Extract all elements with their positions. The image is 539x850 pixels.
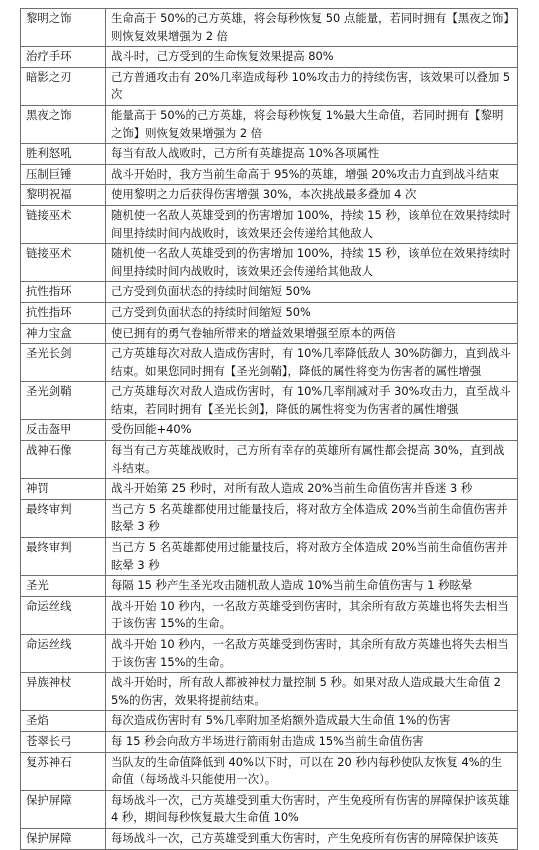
- table-row: [21, 185, 518, 206]
- item-effect-cell: 战斗开始时，所有敌人都被神杖力量控制 5 秒。如果对敌人造成最大生命值 25%的伤害，效果将提前结束。: [106, 673, 518, 711]
- item-effect-cell: 随机使一名敌人英雄受到的伤害增加 100%，持续 15 秒，该单位在效果持续时间里持续时间内战败时，该效果还会传递给其他敌人: [106, 205, 518, 243]
- item-effect-cell: 己方受到负面状态的持续时间缩短 50%: [106, 282, 518, 303]
- item-name-cell: 抗性指环: [21, 302, 106, 323]
- table-row: [21, 67, 518, 105]
- item-name-cell: 复苏神石: [21, 752, 106, 790]
- item-name-cell: 战神石像: [21, 441, 106, 479]
- table-row: [21, 282, 518, 303]
- item-effect-cell: 己方英雄每次对敌人造成伤害时，有 10%几率削减对手 30%攻击力，直至战斗结束，若同时拥有【圣光长剑】，降低的属性将变为伤害者的属性增强: [106, 382, 518, 420]
- item-effect-cell: 己方英雄每次对敌人造成伤害时，有 10%几率降低敌人 30%防御力，直到战斗结束。如果您同时拥有【圣光剑鞘】，降低的属性将变为伤害者的属性增强: [106, 344, 518, 382]
- table-row: [21, 105, 518, 143]
- item-effect-cell: 受伤回能+40%: [106, 420, 518, 441]
- table-row: [21, 673, 518, 711]
- table-row: [21, 479, 518, 500]
- item-name-cell: 苍翠长弓: [21, 731, 106, 752]
- table-row: [21, 499, 518, 537]
- item-effect-cell: 每当有己方英雄战败时，己方所有幸存的英雄所有属性都会提高 30%，直到战斗结束。: [106, 441, 518, 479]
- item-effect-cell: 战斗开始第 25 秒时，对所有敌人造成 20%当前生命值伤害并昏迷 3 秒: [106, 479, 518, 500]
- item-name-cell: 圣焰: [21, 711, 106, 732]
- table-row: [21, 441, 518, 479]
- item-effect-cell: 当己方 5 名英雄都使用过能量技后，将对敌方全体造成 20%当前生命值伤害并眩晕 3 秒: [106, 499, 518, 537]
- item-effect-cell: 战斗开始 10 秒内，一名敌方英雄受到伤害时，其余所有敌方英雄也将失去相当于该伤害 15%的生命。: [106, 596, 518, 634]
- table-row: [21, 576, 518, 597]
- table-row: [21, 47, 518, 68]
- item-name-cell: 最终审判: [21, 499, 106, 537]
- table-row: [21, 711, 518, 732]
- table-row: [21, 382, 518, 420]
- table-row: [21, 635, 518, 673]
- item-name-cell: 暗影之刃: [21, 67, 106, 105]
- table-row: [21, 302, 518, 323]
- table-row: [21, 752, 518, 790]
- item-name-cell: 压制巨锤: [21, 164, 106, 185]
- table-row: [21, 164, 518, 185]
- item-effects-table: [20, 8, 518, 850]
- table-row: [21, 538, 518, 576]
- item-name-cell: 反击盔甲: [21, 420, 106, 441]
- table-row: [21, 244, 518, 282]
- item-effect-cell: 战斗开始 10 秒内，一名敌方英雄受到伤害时，其余所有敌方英雄也将失去相当于该伤害 15%的生命。: [106, 635, 518, 673]
- item-effect-cell: 战斗时，己方受到的生命恢复效果提高 80%: [106, 47, 518, 68]
- item-name-cell: 黎明祝福: [21, 185, 106, 206]
- item-name-cell: 圣光长剑: [21, 344, 106, 382]
- item-effect-cell: 当己方 5 名英雄都使用过能量技后，将对敌方全体造成 20%当前生命值伤害并眩晕 3 秒: [106, 538, 518, 576]
- item-effect-cell: 每场战斗一次，己方英雄受到重大伤害时，产生免疫所有伤害的屏障保护该英: [106, 828, 518, 849]
- document-page: [20, 8, 518, 850]
- item-name-cell: 命运丝线: [21, 635, 106, 673]
- table-row: [21, 323, 518, 344]
- item-name-cell: 圣光剑鞘: [21, 382, 106, 420]
- item-effect-cell: 己方受到负面状态的持续时间缩短 50%: [106, 302, 518, 323]
- item-effect-cell: 己方普通攻击有 20%几率造成每秒 10%攻击力的持续伤害，该效果可以叠加 5 次: [106, 67, 518, 105]
- item-name-cell: 最终审判: [21, 538, 106, 576]
- item-name-cell: 命运丝线: [21, 596, 106, 634]
- item-name-cell: 黑夜之饰: [21, 105, 106, 143]
- table-row: [21, 344, 518, 382]
- item-effect-cell: 每当有敌人战败时，己方所有英雄提高 10%各项属性: [106, 144, 518, 165]
- item-name-cell: 链接巫术: [21, 244, 106, 282]
- item-effect-cell: 随机使一名敌人英雄受到的伤害增加 100%，持续 15 秒，该单位在效果持续时间里持续时间内战败时，该效果还会传递给其他敌人: [106, 244, 518, 282]
- item-effect-cell: 使用黎明之力后获得伤害增强 30%，本次挑战最多叠加 4 次: [106, 185, 518, 206]
- item-effect-cell: 当队友的生命值降低到 40%以下时，可以在 20 秒内每秒使队友恢复 4%的生命值（每场战斗只能使用一次）。: [106, 752, 518, 790]
- table-row: [21, 144, 518, 165]
- item-effect-cell: 能量高于 50%的己方英雄，将会每秒恢复 1%最大生命值，若同时拥有【黎明之饰】则恢复效果增强为 2 倍: [106, 105, 518, 143]
- item-name-cell: 神力宝盒: [21, 323, 106, 344]
- item-name-cell: 异族神杖: [21, 673, 106, 711]
- item-name-cell: 圣光: [21, 576, 106, 597]
- table-row: [21, 596, 518, 634]
- item-name-cell: 保护屏障: [21, 828, 106, 849]
- item-name-cell: 胜利怒吼: [21, 144, 106, 165]
- item-effect-cell: 战斗开始时，我方当前生命高于 95%的英雄，增强 20%攻击力直到战斗结束: [106, 164, 518, 185]
- item-name-cell: 黎明之饰: [21, 9, 106, 47]
- item-name-cell: 抗性指环: [21, 282, 106, 303]
- item-name-cell: 神罚: [21, 479, 106, 500]
- item-effect-cell: 每次造成伤害时有 5%几率附加圣焰额外造成最大生命值 1%的伤害: [106, 711, 518, 732]
- item-effect-cell: 每隔 15 秒产生圣光攻击随机敌人造成 10%当前生命值伤害与 1 秒眩晕: [106, 576, 518, 597]
- table-row: [21, 205, 518, 243]
- item-name-cell: 治疗手环: [21, 47, 106, 68]
- table-row: [21, 731, 518, 752]
- item-effect-cell: 生命高于 50%的己方英雄，将会每秒恢复 50 点能量，若同时拥有【黑夜之饰】则恢复效果增强为 2 倍: [106, 9, 518, 47]
- table-row: [21, 420, 518, 441]
- item-name-cell: 保护屏障: [21, 790, 106, 828]
- item-effects-table-body: [21, 9, 518, 850]
- table-row: [21, 9, 518, 47]
- item-effect-cell: 每场战斗一次，己方英雄受到重大伤害时，产生免疫所有伤害的屏障保护该英雄 4 秒，期间每秒恢复最大生命值 10%: [106, 790, 518, 828]
- table-row: [21, 790, 518, 828]
- item-name-cell: 链接巫术: [21, 205, 106, 243]
- item-effect-cell: 每 15 秒会向敌方半场进行箭雨射击造成 15%当前生命值伤害: [106, 731, 518, 752]
- item-effect-cell: 使已拥有的勇气卷轴所带来的增益效果增强至原本的两倍: [106, 323, 518, 344]
